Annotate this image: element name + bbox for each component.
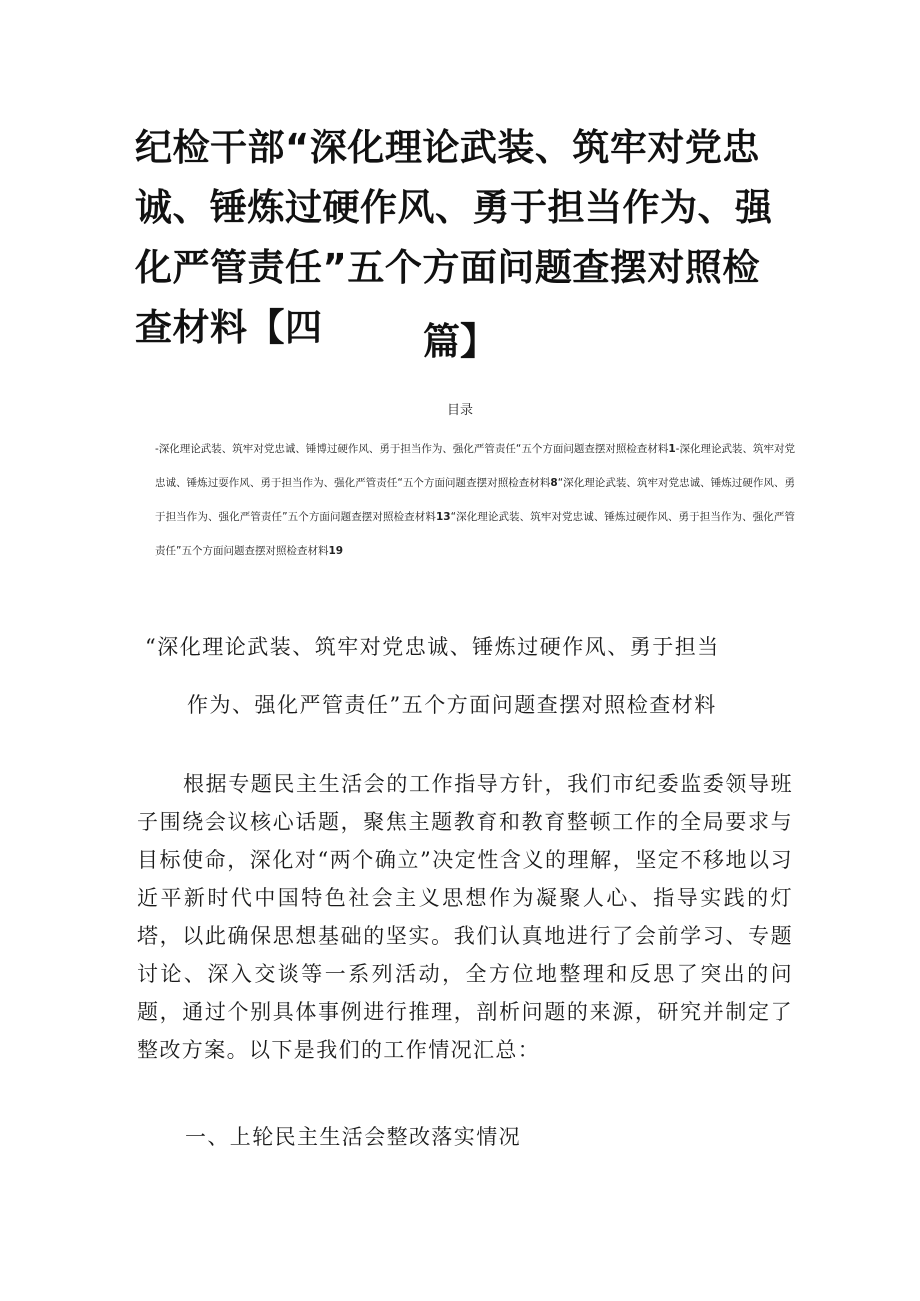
toc-entry-page: 19	[328, 545, 344, 557]
toc-entry-page: 8	[550, 477, 558, 489]
toc-entry-page: 13	[435, 511, 451, 523]
toc-entry-page: 1	[668, 443, 676, 455]
document-title-line-1: “深化理论武装、筑牢对党忠诚、锤炼过硬作风、勇于担当	[145, 635, 720, 659]
document-title	[145, 618, 805, 734]
main-title-tail: 篇】	[423, 320, 497, 363]
toc-entry-text[interactable]: “深化理论武装、筑牢对党忠诚、锤炼过硬作风、勇于担当作为、强化严管责任”五个方面问题查摆对照检查材料	[155, 511, 795, 557]
toc-entry-text[interactable]: -深化理论武装、筑牢对党忠诚、锤炼过耍作风、勇于担当作为、强化严管责任“五个方面问题查摆对照检查材料	[155, 443, 795, 489]
section-heading: 一、上轮民主生活会整改落实情况	[185, 1125, 521, 1149]
main-title: 纪检干部“深化理论武装、筑牢对党忠诚、锤炼过硬作风、勇于担当作为、强化严管责任”五个方面问题查摆对照检查材料【四	[135, 126, 773, 349]
toc-heading: 目录	[446, 403, 473, 418]
table-of-contents	[155, 432, 795, 568]
toc-entry-text[interactable]: “深化理论武装、筑牢对党忠诚、锤炼过硬作风、勇于担当作为、强化严管责任”五个方面问题查摆对照检查材料	[155, 477, 795, 523]
body-paragraph: 根据专题民主生活会的工作指导方针，我们市纪委监委领导班子围绕会议核心话题，聚焦主题教育和教育整顿工作的全局要求与目标使命，深化对“两个确立”决定性含义的理解，坚定不移地以习近平新时代中国特色社会主义思想作为凝聚人心、指导实践的灯塔，以此确保思想基础的坚实。我们认真地进行了会前学习、专题讨论、深入交谈等一系列活动，全方位地整理和反思了突出的问题，通过个别具体事例进行推理，剖析问题的来源，研究并制定了整改方案。以下是我们的工作情况汇总：	[137, 772, 793, 1062]
document-title-line-2: 作为、强化严管责任”五个方面问题查摆对照检查材料	[187, 693, 717, 717]
toc-entry-text[interactable]: -深化理论武装、筑牢对党忠诚、锤博过硬作风、勇于担当作为、强化严管责任“五个方面问题查摆对照检查材料	[155, 443, 669, 455]
